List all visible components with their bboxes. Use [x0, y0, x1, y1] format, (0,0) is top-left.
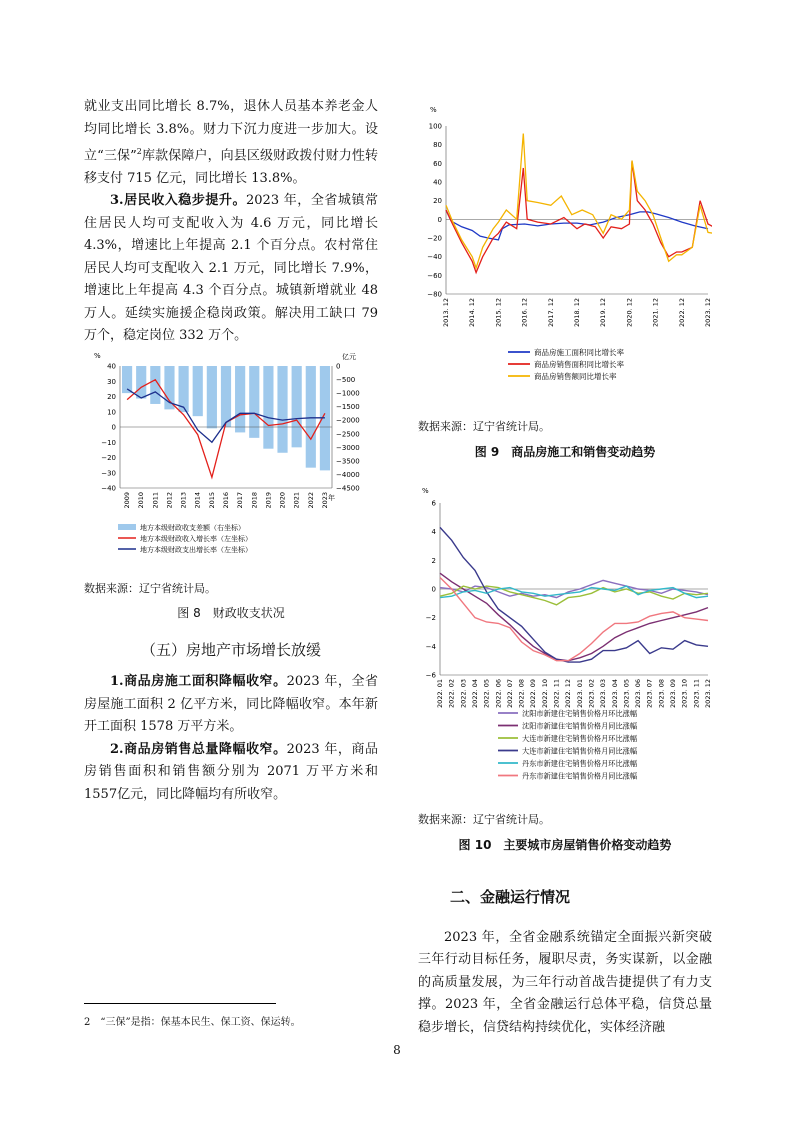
fig10-x-tick: 2023. 06: [634, 679, 643, 708]
fig10-x-tick: 2022. 11: [552, 679, 561, 708]
fig9-x-tick: 2019. 12: [599, 298, 608, 327]
fig8-x-tick: 2011: [151, 491, 160, 509]
fig8-legend-swatch: [118, 524, 136, 530]
fig10-legend-label: 沈阳市新建住宅销售价格月同比涨幅: [522, 721, 638, 731]
fig8-right-tick: −3000: [336, 443, 360, 452]
fig8-bar: [221, 366, 231, 427]
paragraph-heading: 1.商品房施工面积降幅收窄。: [110, 674, 287, 690]
fig8-plot: [94, 352, 360, 509]
paragraph-text: 2023 年，全省房屋施工面积 2 亿平方米，同比降幅收窄。本年新开工面积 1578 万平方米。: [84, 674, 378, 735]
fig9-caption: [418, 441, 712, 464]
fig8-x-tick: 2013: [179, 491, 188, 509]
fig9-y-tick: 40: [433, 178, 442, 187]
fig8-right-tick: −4000: [336, 470, 360, 479]
fig10-x-tick: 2023. 11: [692, 679, 701, 708]
fig10-series-line: [440, 527, 708, 662]
fig10-x-tick: 2022. 12: [564, 679, 573, 708]
fig10-x-tick: 2023. 02: [587, 679, 596, 708]
fig9-legend-label: 商品房施工面积同比增长率: [534, 348, 624, 357]
fig10-x-tick: 2023. 05: [622, 679, 631, 708]
fig10-x-tick: 2022. 03: [459, 679, 468, 708]
fig9-x-tick: 2013. 12: [442, 298, 450, 327]
fig8-bar: [277, 366, 287, 453]
fig8-left-tick: 40: [107, 362, 116, 371]
fig10-x-tick: 2023. 12: [704, 679, 712, 708]
paragraph-sales: [84, 739, 378, 807]
fig10-x-tick: 2022. 05: [482, 679, 491, 708]
fig9-x-tick: 2021. 12: [651, 298, 660, 327]
fig8-x-tick: 2016: [222, 491, 230, 509]
fig9-legend-label: 商品房销售额同比增长率: [534, 372, 617, 381]
fig8-bar: [306, 366, 316, 468]
fig9-y-tick: 80: [433, 141, 442, 150]
fig8-bar: [292, 366, 302, 447]
fig10-x-tick: 2023. 03: [599, 679, 608, 708]
fig8-right-tick: −500: [336, 375, 356, 384]
fig10-legend-label: 沈阳市新建住宅销售价格月环比涨幅: [522, 709, 638, 718]
fig8-left-unit: %: [94, 351, 101, 360]
fig10-x-tick: 2022. 01: [436, 679, 444, 708]
fig9-series-line: [446, 210, 708, 240]
fig10-legend: [498, 709, 637, 781]
fig8-bar: [207, 366, 217, 428]
fig8-right-tick: −2000: [336, 416, 360, 425]
fig10-unit: %: [422, 487, 429, 495]
fig8-x-tick: 2012: [165, 491, 174, 509]
figure-8-chart: [84, 352, 378, 572]
paragraph-text: 就业支出同比增长 8.7%，退休人员基本养老金人均同比增长 3.8%。财力下沉力度进一步加大。设立“三保”: [84, 99, 378, 164]
fig8-x-tick: 2022: [306, 491, 315, 509]
fig9-x-tick: 2015. 12: [494, 298, 503, 327]
paragraph-construction: [84, 671, 378, 739]
fig8-x-tick: 2015: [207, 491, 216, 509]
fig10-x-tick: 2023. 09: [669, 679, 678, 708]
fig8-left-tick: 20: [107, 392, 116, 401]
fig8-legend-label: 地方本级财政收支差额（右坐标）: [140, 523, 245, 532]
fig8-left-tick: 10: [107, 408, 116, 417]
fig9-legend: [508, 347, 624, 381]
fig9-y-tick: −60: [427, 271, 442, 280]
paragraph-fiscal-support: [84, 96, 378, 190]
fig8-x-tick: 2019: [264, 491, 273, 509]
fig9-plot: [427, 106, 712, 327]
fig10-legend-label: 丹东市新建住宅销售价格月同比涨幅: [522, 771, 638, 781]
fig9-y-tick: −80: [427, 290, 442, 299]
fig10-y-tick: −6: [425, 671, 436, 680]
right-column: [418, 96, 712, 1039]
fig8-x-tick: 2018: [250, 491, 259, 509]
paragraph-heading: 3.居民收入稳步提升。: [110, 193, 246, 209]
fig8-bar: [136, 366, 146, 399]
fig9-x-tick: 2014. 12: [468, 298, 477, 327]
footnote-divider: [84, 1003, 276, 1004]
fig10-x-tick: 2023. 04: [610, 679, 619, 708]
fig10-x-tick: 2022. 06: [494, 679, 503, 708]
fig9-series-line: [446, 134, 712, 268]
fig10-x-tick: 2022. 09: [529, 679, 538, 708]
fig9-y-tick: 100: [428, 122, 442, 131]
fig10-x-tick: 2023. 08: [657, 679, 666, 708]
fig8-x-tick: 2023: [320, 491, 329, 509]
fig10-x-tick: 2023. 01: [575, 679, 584, 708]
fig9-y-tick: −40: [427, 253, 442, 262]
fig9-unit: %: [430, 106, 437, 114]
fig8-right-tick: −1500: [336, 402, 360, 411]
left-column: [84, 96, 378, 806]
fig8-bar: [263, 366, 273, 449]
fig8-right-tick: −2500: [336, 430, 360, 439]
fig10-y-tick: 2: [431, 556, 436, 565]
fig8-x-tick: 2010: [137, 491, 146, 509]
fig8-x-suffix: 年: [328, 493, 335, 502]
fig10-legend-label: 大连市新建住宅销售价格月同比涨幅: [522, 746, 638, 756]
fig8-left-tick: −30: [101, 469, 116, 478]
fig9-x-tick: 2022. 12: [677, 298, 686, 327]
fig8-left-tick: 0: [111, 423, 116, 432]
fig8-legend-label: 地方本级财政支出增长率（左坐标）: [140, 545, 252, 554]
fig8-bar: [235, 366, 245, 432]
fig9-x-tick: 2016. 12: [520, 298, 529, 327]
fig8-right-unit: 亿元: [342, 352, 356, 361]
fig10-x-tick: 2022. 08: [517, 679, 526, 708]
fig10-y-tick: −2: [425, 614, 436, 623]
fig10-y-tick: 6: [431, 499, 436, 508]
fig10-source: 数据来源：辽宁省统计局。: [418, 813, 550, 826]
fig9-x-tick: 2023. 12: [704, 298, 712, 327]
fig9-caption-text: 图 9 商品房施工和销售变动趋势: [474, 444, 656, 459]
figure-9-chart: [418, 104, 712, 410]
figure-10-chart: [418, 485, 712, 803]
fig8-right-tick: −3500: [336, 457, 360, 466]
fig9-legend-label: 商品房销售面积同比增长率: [534, 360, 624, 369]
fig10-y-tick: 0: [431, 585, 436, 594]
fig8-caption: 图 8 财政收支状况: [177, 606, 285, 621]
paragraph-heading: 2.商品房销售总量降幅收窄。: [110, 741, 287, 757]
fig8-x-tick: 2014: [193, 491, 202, 509]
fig10-plot: [422, 487, 712, 708]
fig8-legend-label: 地方本级财政收入增长率（左坐标）: [140, 534, 252, 543]
fig8-bar: [193, 366, 203, 416]
fig9-y-tick: 60: [433, 159, 442, 168]
fig8-bar: [179, 366, 189, 412]
fig8-right-tick: 0: [336, 362, 341, 371]
fig9-y-tick: 20: [433, 197, 442, 206]
fig9-source: 数据来源：辽宁省统计局。: [418, 420, 550, 433]
fig10-x-tick: 2022. 04: [470, 679, 479, 708]
section-heading-finance: 二、金融运行情况: [450, 888, 571, 906]
fig8-x-tick: 2009: [123, 491, 132, 509]
fig8-left-tick: −40: [101, 484, 116, 493]
fig9-x-tick: 2018. 12: [573, 298, 581, 327]
fig8-left-tick: −20: [101, 453, 116, 462]
page-number: 8: [393, 1043, 401, 1057]
fig9-y-tick: −20: [427, 234, 442, 243]
fig8-legend: [118, 523, 252, 554]
paragraph-text: 2023 年，商品房销售面积和销售额分别为 2071 万平方米和 1557亿元，同比降幅均有所收窄。: [84, 741, 378, 802]
fig9-y-tick: 0: [437, 215, 442, 224]
fig10-legend-label: 丹东市新建住宅销售价格月环比涨幅: [522, 759, 638, 768]
fig9-series-line: [446, 162, 712, 273]
footnote-mark[interactable]: 2: [136, 147, 142, 156]
paragraph-finance: 2023 年，全省金融系统锚定全面振兴新突破三年行动目标任务，履职尽责，务实谋新，以金融的高质量发展，为三年行动首战告捷提供了有力支撑。2023 年，全省金融运行总体平稳，信贷总量稳步增长，信贷结构持续优化，实体经济融: [418, 929, 712, 1035]
fig10-caption: [418, 834, 712, 857]
fig9-x-tick: 2017. 12: [546, 298, 555, 327]
footnote: 2 “三保”是指：保基本民生、保工资、保运转。: [84, 1017, 301, 1028]
fig10-x-tick: 2023. 07: [645, 679, 654, 708]
paragraph-text: 库款保障户，向县区级财政拨付财力性转移支付 715 亿元，同比增长 13.8%。: [84, 148, 378, 186]
fig8-left-tick: −10: [101, 438, 116, 447]
fig10-x-tick: 2023. 10: [680, 679, 689, 708]
fig8-left-tick: 30: [107, 377, 116, 386]
fig10-y-tick: 4: [431, 528, 436, 537]
fig8-x-tick: 2020: [278, 491, 287, 509]
fig10-caption-text: 图 10 主要城市房屋销售价格变动趋势: [458, 837, 672, 852]
fig8-right-tick: −4500: [336, 484, 360, 493]
paragraph-text: 2023 年，全省城镇常住居民人均可支配收入为 4.6 万元，同比增长 4.3%，增速比上年提高 2.1 个百分点。农村常住居民人均可支配收入 2.1 万元，同比增长 7.9%，增速比上年提高 4.3 个百分点。城镇新增就业 48 万人。延续实施援企稳岗政策。解决用工缺口 79 万个，稳定岗位 332 万个。: [84, 193, 379, 344]
fig10-legend-label: 大连市新建住宅销售价格月环比涨幅: [522, 734, 638, 743]
fig10-x-tick: 2022. 02: [447, 679, 456, 708]
fig10-x-tick: 2022. 10: [540, 679, 549, 708]
fig10-x-tick: 2022. 07: [505, 679, 514, 708]
fig8-source: 数据来源：辽宁省统计局。: [84, 581, 216, 595]
fig9-x-tick: 2020. 12: [625, 298, 634, 327]
section-heading-real-estate: （五）房地产市场增长放缓: [140, 640, 321, 659]
fig10-y-tick: −4: [425, 642, 436, 651]
fig8-x-tick: 2017: [236, 491, 245, 509]
paragraph-income: [84, 190, 378, 348]
fig8-right-tick: −1000: [336, 389, 360, 398]
fig8-x-tick: 2021: [292, 491, 301, 509]
